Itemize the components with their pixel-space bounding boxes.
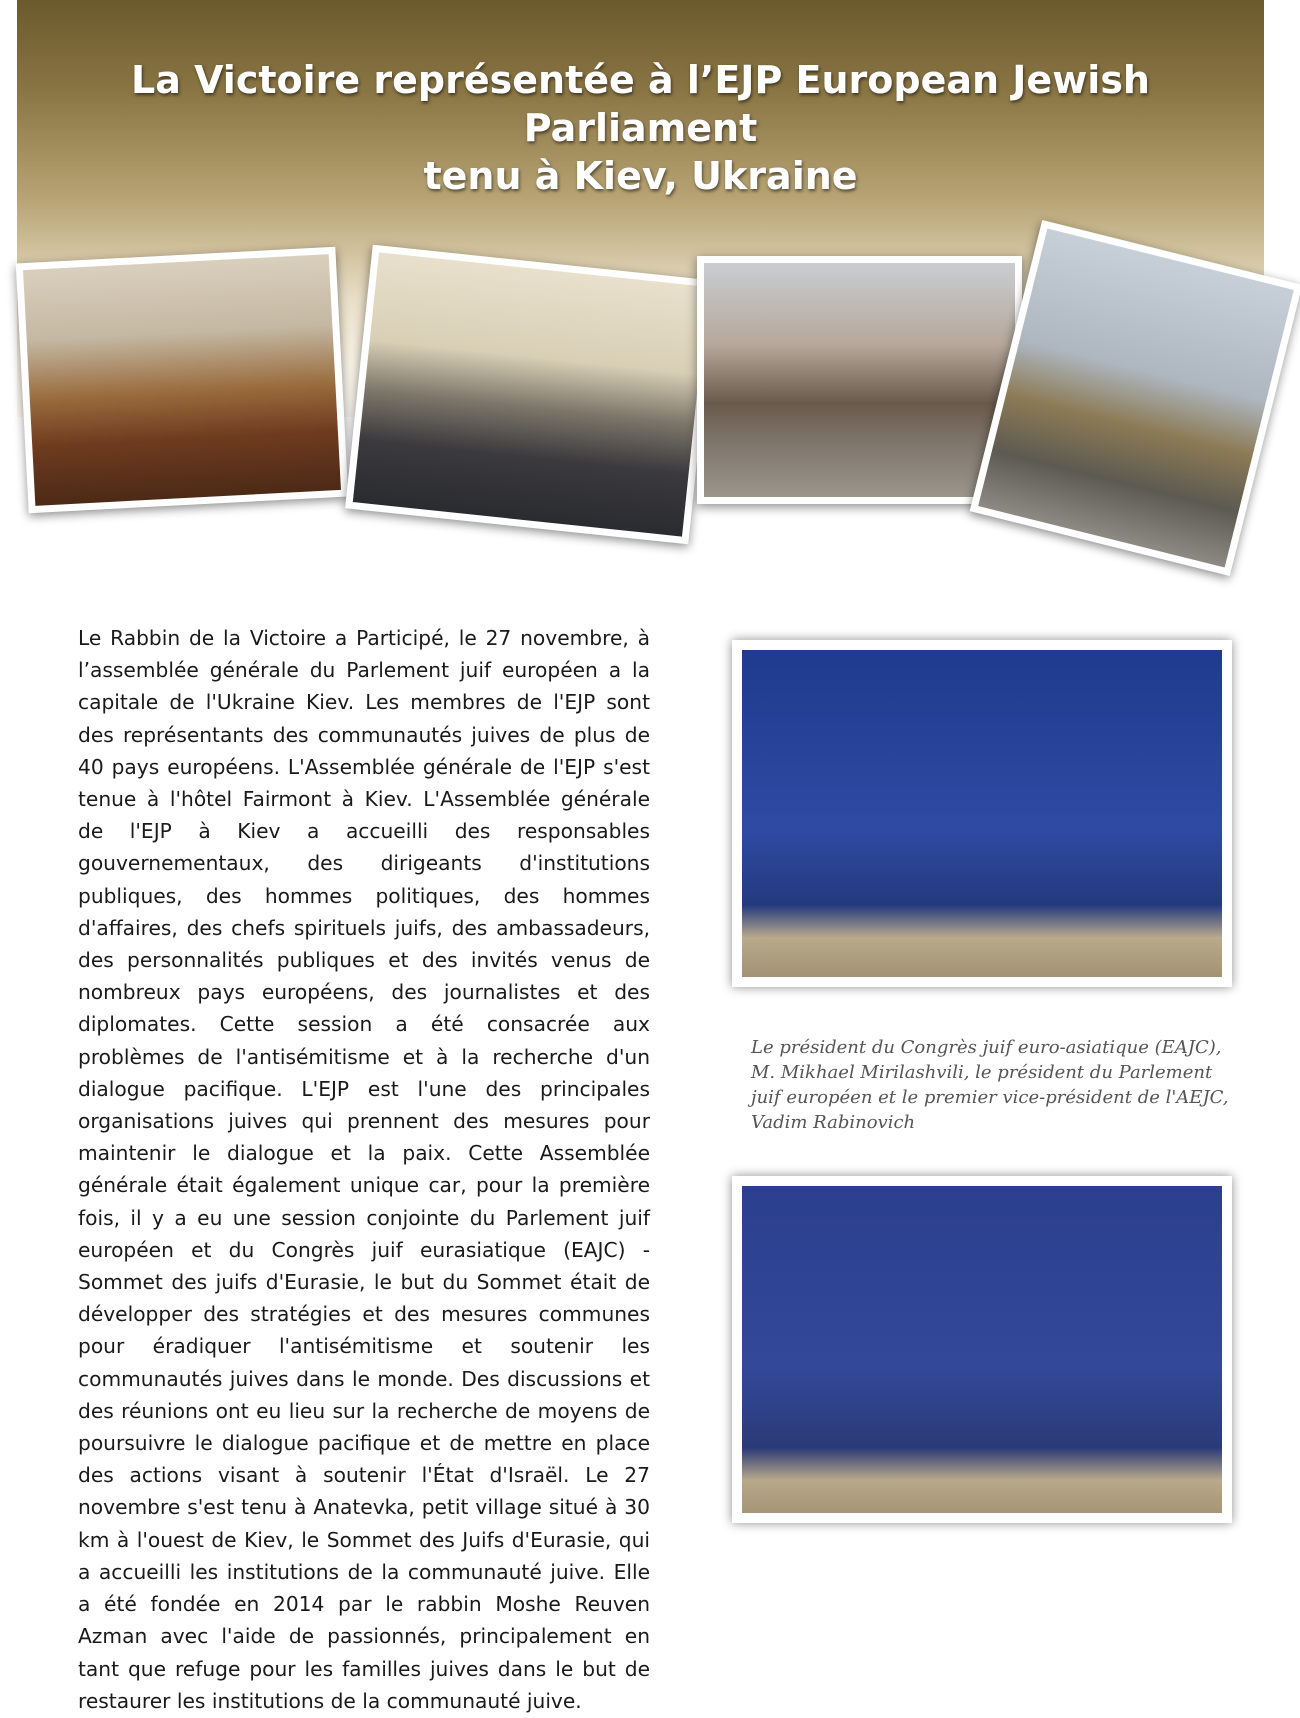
article-body: Le Rabbin de la Victoire a Participé, le 27 novembre, à l’assemblée générale du Parlement juif européen a la capitale de l'Ukraine Kiev. Les membres de l'EJP sont des représentants des communautés juives de plus de 40 pays européens. L'Assemblée générale de l'EJP s'est tenue à l'hôtel Fairmont à Kiev. L'Assemblée générale de l'EJP à Kiev a accueilli des responsables gouvernementaux, des dirigeants d'institutions publiques, des hommes politiques, des hommes d'affaires, des chefs spirituels juifs, des ambassadeurs, des personnalités publiques et des invités venus de nombreux pays européens, des journalistes et des diplomates. Cette session a été consacrée aux problèmes de l'antisémitisme et à la recherche d'un dialogue pacifique. L'EJP est l'une des principales organisations juives qui prennent des mesures pour maintenir le dialogue et la paix. Cette Assemblée générale était également unique car, pour la première fois, il y a eu une session conjointe du Parlement juif européen et du Congrès juif eurasiatique (EAJC) - Sommet des juifs d'Eurasie, le but du Sommet était de développer des stratégies et des mesures communes pour éradiquer l'antisémitisme et soutenir les communautés juives dans le monde. Des discussions et des réunions ont eu lieu sur la recherche de moyens de poursuivre le dialogue pacifique et de mettre en place des actions visant à soutenir l'État d'Israël. Le 27 novembre s'est tenu à Anatevka, petit village situé à 30 km à l'ouest de Kiev, le Sommet des Juifs d'Eurasie, qui a accueilli les institutions de la communauté juive. Elle a été fondée en 2014 par le rabbin Moshe Reuven Azman avec l'aide de passionnés, principalement en tant que refuge pour les familles juives dans le but de restaurer les institutions de la communauté juive. (78, 626, 650, 1713)
assembly-hall-photo (345, 245, 716, 545)
photo-caption: Le président du Congrès juif euro-asiatique (EAJC), M. Mikhael Mirilashvili, le président du Parlement juif européen et le premier vice-président de l'AEJC, Vadim Rabinovich (751, 1037, 1229, 1133)
leaders-group-photo (732, 640, 1232, 987)
page-title (17, 56, 1264, 200)
title-line-1: La Victoire représentée à l’EJP European Jewish (130, 58, 1150, 102)
title-line-2: Parliament (523, 106, 758, 150)
synagogue-interior-photo (16, 247, 349, 513)
summit-delegates-photo (732, 1176, 1232, 1523)
statue-street-photo (697, 256, 1022, 504)
title-line-3: tenu à Kiev, Ukraine (423, 154, 858, 198)
